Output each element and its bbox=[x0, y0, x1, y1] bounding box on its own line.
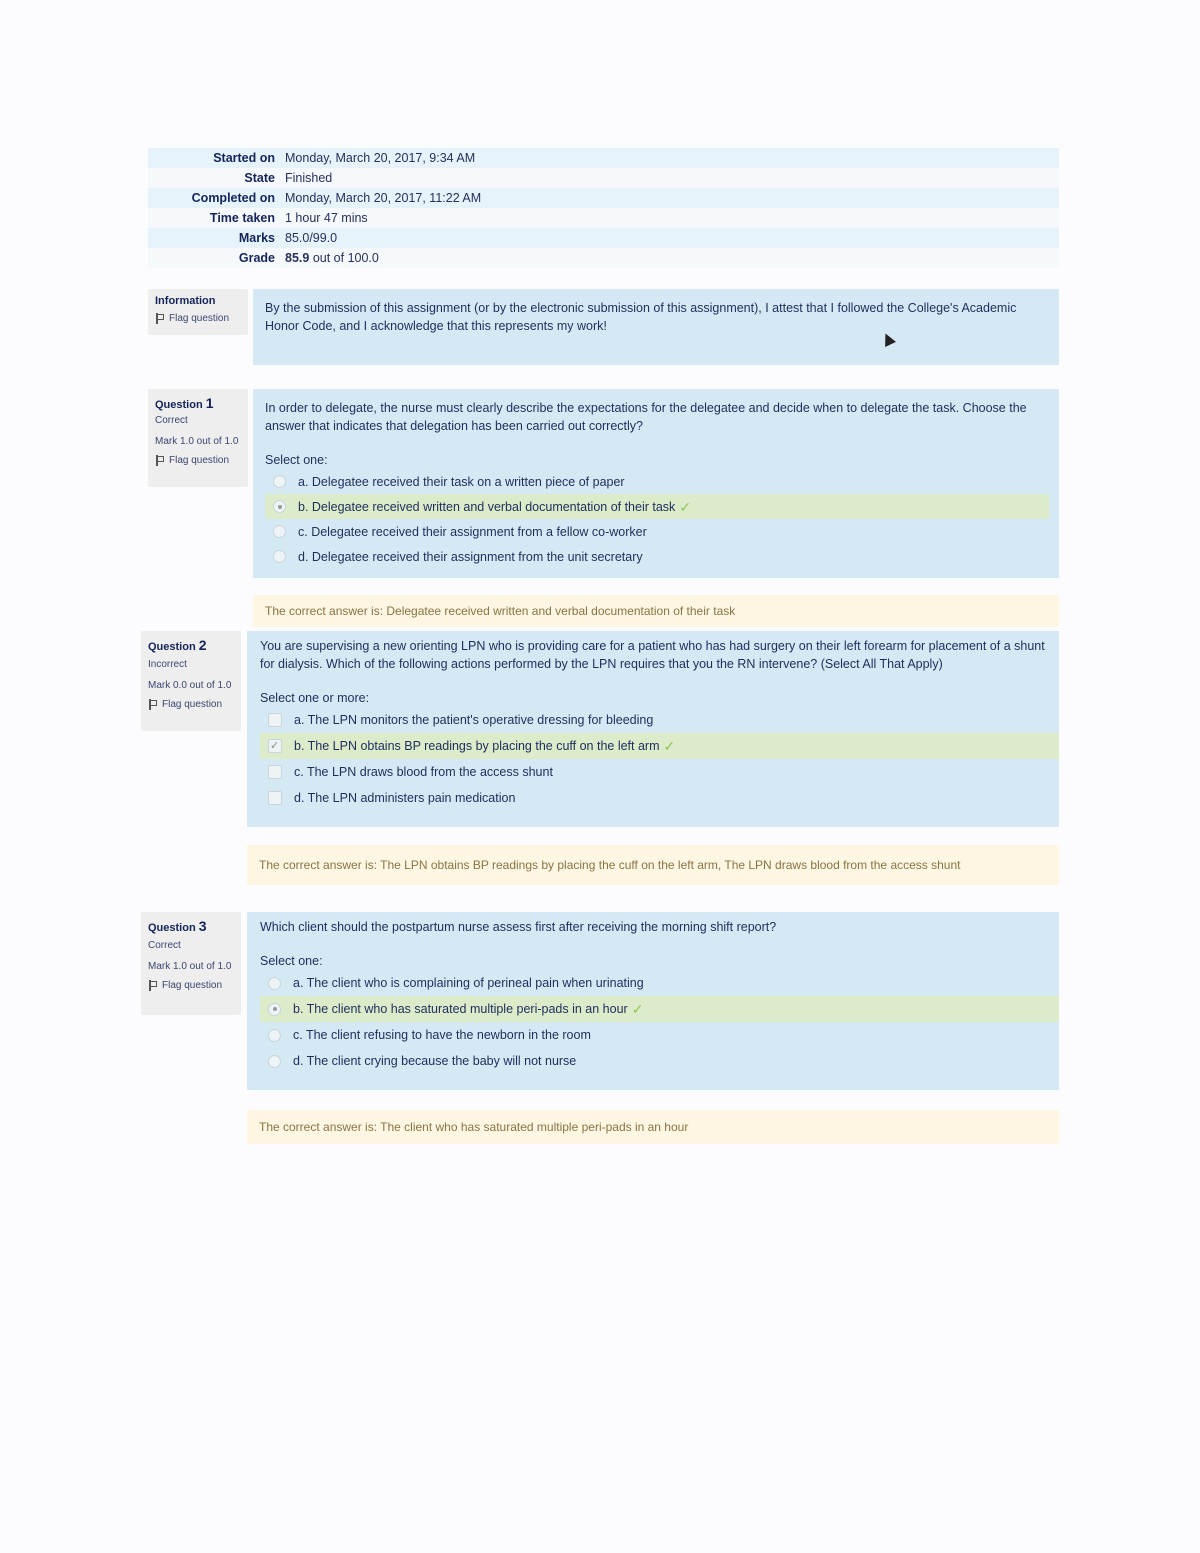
answer-label: c. The LPN draws blood from the access shunt bbox=[294, 765, 553, 779]
answer-label: c. The client refusing to have the newborn in the room bbox=[293, 1028, 591, 1042]
correct-check-icon: ✓ bbox=[679, 498, 692, 515]
checkbox[interactable] bbox=[268, 791, 282, 805]
flag-label: Flag question bbox=[169, 313, 230, 324]
question-3-feedback: The correct answer is: The client who has saturated multiple peri-pads in an hour bbox=[247, 1110, 1059, 1144]
summary-value bbox=[285, 251, 379, 265]
summary-value: 1 hour 47 mins bbox=[285, 211, 368, 225]
question-1-title: Question 1 bbox=[155, 395, 214, 411]
answer-label: d. The LPN administers pain medication bbox=[294, 791, 516, 805]
flag-question-link[interactable] bbox=[155, 455, 241, 466]
question-3-status: Correct bbox=[148, 940, 181, 951]
radio-button[interactable] bbox=[268, 1055, 281, 1068]
flag-icon bbox=[148, 699, 157, 710]
answer-option-a[interactable] bbox=[269, 469, 1047, 494]
answer-label: d. The client crying because the baby will not nurse bbox=[293, 1054, 577, 1068]
flag-icon bbox=[155, 455, 164, 466]
question-1-mark: Mark 1.0 out of 1.0 bbox=[155, 436, 239, 447]
select-prompt: Select one: bbox=[260, 954, 323, 968]
question-1-content bbox=[253, 389, 1059, 578]
question-number: 2 bbox=[198, 637, 207, 653]
question-2-feedback: The correct answer is: The LPN obtains BP readings by placing the cuff on the left arm, The LPN draws blood from the access shunt bbox=[247, 845, 1059, 885]
answer-option-a[interactable] bbox=[264, 707, 1051, 733]
summary-label: State bbox=[244, 171, 275, 185]
question-1-text: In order to delegate, the nurse must clearly describe the expectations for the delegatee and decide when to delegate the task. Choose the answer that indicates that delegation has been carried out correctly? bbox=[265, 401, 1027, 433]
grade-value: 85.9 bbox=[285, 251, 310, 265]
checkbox[interactable] bbox=[268, 765, 282, 779]
flag-question-link[interactable] bbox=[155, 313, 241, 324]
summary-row-state bbox=[148, 168, 1059, 188]
question-number: 1 bbox=[205, 395, 214, 411]
checkbox-checked[interactable] bbox=[268, 739, 282, 753]
summary-value: 85.0/99.0 bbox=[285, 231, 338, 245]
radio-button[interactable] bbox=[273, 525, 286, 538]
summary-value: Monday, March 20, 2017, 11:22 AM bbox=[285, 191, 482, 205]
flag-label: Flag question bbox=[169, 455, 230, 466]
question-3-content bbox=[247, 912, 1059, 1090]
flag-icon bbox=[155, 313, 164, 324]
answer-label: a. The client who is complaining of perineal pain when urinating bbox=[293, 976, 644, 990]
radio-button[interactable] bbox=[268, 1029, 281, 1042]
question-1-status: Correct bbox=[155, 415, 188, 426]
question-3-text: Which client should the postpartum nurse assess first after receiving the morning shift report? bbox=[260, 920, 777, 934]
summary-row-time-taken bbox=[148, 208, 1059, 228]
question-2-content bbox=[247, 631, 1059, 827]
answer-option-c[interactable] bbox=[269, 519, 1047, 544]
answer-label: b. Delegatee received written and verbal documentation of their task bbox=[298, 499, 676, 514]
flag-label: Flag question bbox=[162, 699, 223, 710]
answer-option-a[interactable] bbox=[264, 970, 1051, 996]
summary-value: Monday, March 20, 2017, 9:34 AM bbox=[285, 151, 476, 165]
answer-option-b[interactable] bbox=[265, 494, 1049, 519]
select-prompt: Select one or more: bbox=[260, 691, 370, 705]
answer-label: d. Delegatee received their assignment from the unit secretary bbox=[298, 549, 643, 564]
summary-label: Grade bbox=[238, 251, 275, 265]
information-info-panel bbox=[148, 289, 248, 335]
radio-button-selected[interactable] bbox=[273, 500, 286, 513]
summary-label: Marks bbox=[238, 231, 275, 245]
answer-option-d[interactable] bbox=[264, 785, 1051, 811]
summary-label: Completed on bbox=[191, 191, 275, 205]
answer-option-b[interactable] bbox=[260, 733, 1059, 759]
question-2-mark: Mark 0.0 out of 1.0 bbox=[148, 680, 232, 691]
question-2-status: Incorrect bbox=[148, 659, 187, 670]
flag-label: Flag question bbox=[162, 980, 223, 991]
answer-label: a. The LPN monitors the patient's operative dressing for bleeding bbox=[294, 713, 654, 727]
radio-button[interactable] bbox=[268, 977, 281, 990]
answer-option-d[interactable] bbox=[269, 544, 1047, 569]
answer-option-d[interactable] bbox=[264, 1048, 1051, 1074]
question-3-info-panel bbox=[141, 912, 241, 1015]
summary-row-marks bbox=[148, 228, 1059, 248]
summary-row-completed bbox=[148, 188, 1059, 208]
answer-option-c[interactable] bbox=[264, 759, 1051, 785]
summary-row-grade bbox=[148, 248, 1059, 268]
information-title: Information bbox=[155, 295, 216, 307]
summary-label: Time taken bbox=[209, 211, 275, 225]
answer-label: a. Delegatee received their task on a written piece of paper bbox=[298, 474, 625, 489]
attempt-summary-table bbox=[148, 148, 1059, 268]
answer-option-b[interactable] bbox=[260, 996, 1059, 1022]
question-3-title: Question 3 bbox=[148, 918, 207, 934]
information-content bbox=[253, 289, 1059, 365]
question-2-text: You are supervising a new orienting LPN who is providing care for a patient who has had surgery on their left forearm for placement of a shunt for dialysis. Which of the following actions performed by the LPN requires that you the RN intervene? (Select All That Apply) bbox=[260, 639, 1045, 671]
radio-button[interactable] bbox=[273, 475, 286, 488]
summary-label: Started on bbox=[213, 151, 275, 165]
question-1-info-panel bbox=[148, 389, 248, 487]
question-number: 3 bbox=[198, 918, 207, 934]
grade-suffix: out of 100.0 bbox=[309, 251, 379, 265]
question-2-info-panel bbox=[141, 631, 241, 731]
select-prompt: Select one: bbox=[265, 453, 328, 467]
question-2-title: Question 2 bbox=[148, 637, 207, 653]
flag-question-link[interactable] bbox=[148, 699, 234, 710]
answer-label: b. The client who has saturated multiple peri-pads in an hour bbox=[293, 1002, 628, 1016]
radio-button-selected[interactable] bbox=[268, 1003, 281, 1016]
flag-question-link[interactable] bbox=[148, 980, 234, 991]
honor-code-text: By the submission of this assignment (or by the electronic submission of this assignment), I attest that I followed the College's Academic Honor Code, and I acknowledge that this represents my work! bbox=[265, 301, 1017, 333]
correct-check-icon: ✓ bbox=[631, 1001, 644, 1017]
radio-button[interactable] bbox=[273, 550, 286, 563]
correct-check-icon: ✓ bbox=[663, 738, 676, 754]
summary-value: Finished bbox=[285, 171, 333, 185]
question-1-feedback: The correct answer is: Delegatee received written and verbal documentation of their task bbox=[253, 595, 1059, 627]
question-3-mark: Mark 1.0 out of 1.0 bbox=[148, 961, 232, 972]
checkbox[interactable] bbox=[268, 713, 282, 727]
answer-label: b. The LPN obtains BP readings by placing the cuff on the left arm bbox=[294, 739, 660, 753]
summary-row-started bbox=[148, 148, 1059, 168]
answer-option-c[interactable] bbox=[264, 1022, 1051, 1048]
flag-icon bbox=[148, 980, 157, 991]
answer-label: c. Delegatee received their assignment from a fellow co-worker bbox=[298, 524, 647, 539]
